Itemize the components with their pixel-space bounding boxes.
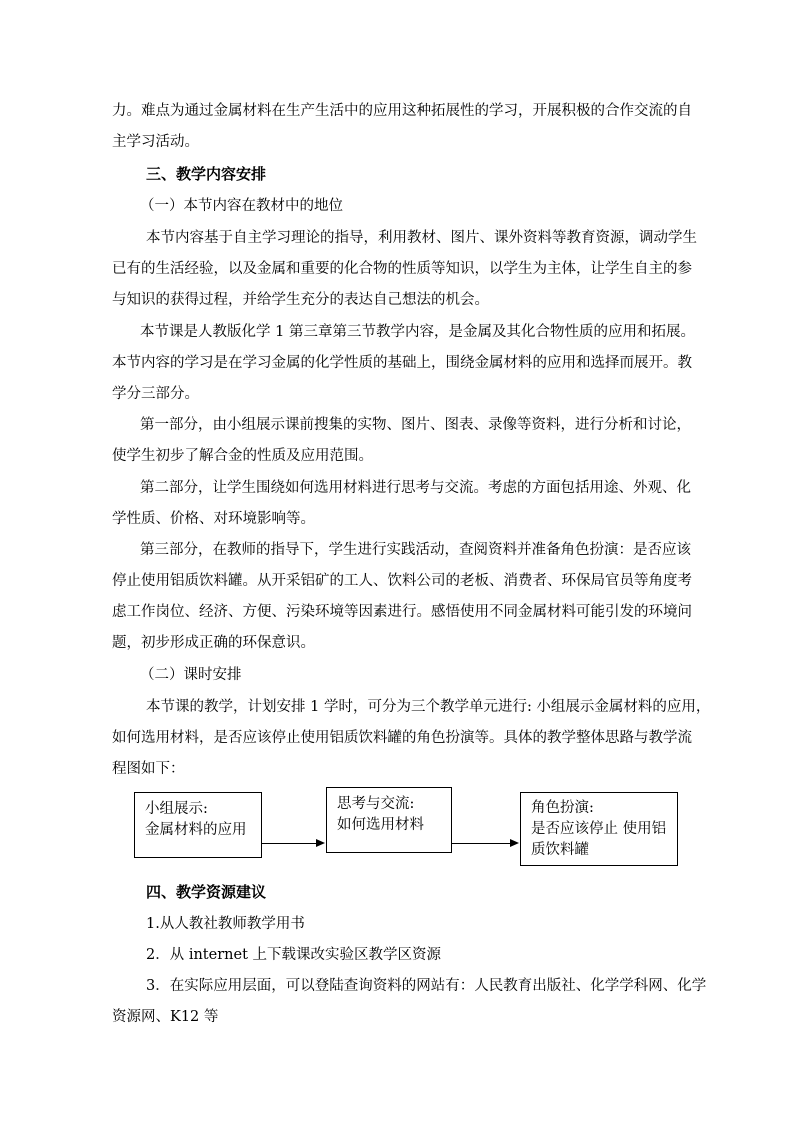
- list-item: 1.从人教社教师教学用书: [146, 916, 305, 932]
- paragraph-line: 本节内容基于自主学习理论的指导，利用教材、图片、课外资料等教育资源，调动学生: [146, 230, 697, 246]
- paragraph-line: 第一部分，由小组展示课前搜集的实物、图片、图表、录像等资料，进行分析和讨论，: [140, 417, 691, 433]
- flow-box-text: 是否应该停止 使用铝: [531, 821, 667, 837]
- flow-box-text: 金属材料的应用: [145, 822, 247, 838]
- flow-box-role-play: [520, 792, 678, 866]
- list-item: 3．在实际应用层面，可以登陆查询资料的网站有：人民教育出版社、化学学科网、化学: [146, 978, 707, 994]
- paragraph-line: 学分三部分。: [112, 386, 199, 402]
- paragraph-line: 使学生初步了解合金的性质及应用范围。: [112, 448, 373, 464]
- paragraph-line: 主学习活动。: [112, 134, 199, 150]
- paragraph-line: 如何选用材料，是否应该停止使用铝质饮料罐的角色扮演等。具体的教学整体思路与教学流: [112, 730, 692, 746]
- paragraph-line: 程图如下：: [112, 761, 185, 777]
- flow-arrow-line: [262, 843, 317, 844]
- flow-box-group-presentation: [134, 792, 262, 858]
- flow-box-discussion: [326, 787, 452, 853]
- flow-box-title: 角色扮演:: [531, 800, 594, 816]
- paragraph-line: 力。难点为通过金属材料在生产生活中的应用这种拓展性的学习，开展积极的合作交流的自: [112, 103, 692, 119]
- flow-arrow-line: [452, 843, 511, 844]
- paragraph-line: 停止使用铝质饮料罐。从开采铝矿的工人、饮料公司的老板、消费者、环保局官员等角度考: [112, 573, 692, 589]
- section-heading: 四、教学资源建议: [146, 883, 267, 901]
- paragraph-line: 虑工作岗位、经济、方便、污染环境等因素进行。感悟使用不同金属材料可能引发的环境问: [112, 604, 692, 620]
- paragraph-line: 学性质、价格、对环境影响等。: [112, 511, 315, 527]
- paragraph-line: 第二部分，让学生围绕如何选用材料进行思考与交流。考虑的方面包括用途、外观、化: [140, 480, 691, 496]
- paragraph-line: 本节课的教学，计划安排 1 学时，可分为三个教学单元进行: 小组展示金属材料的应用，: [146, 699, 711, 715]
- section-heading: 三、教学内容安排: [146, 165, 267, 183]
- flow-box-text: 质饮料罐: [531, 842, 589, 858]
- arrow-right-icon: [316, 839, 325, 847]
- subsection-heading: （二）课时安排: [140, 667, 242, 683]
- paragraph-line: 与知识的获得过程，并给学生充分的表达自己想法的机会。: [112, 292, 489, 308]
- paragraph-line: 本节课是人教版化学 1 第三章第三节教学内容，是金属及其化合物性质的应用和拓展。: [140, 324, 695, 340]
- paragraph-line: 已有的生活经验，以及金属和重要的化合物的性质等知识，以学生为主体，让学生自主的参: [112, 261, 692, 277]
- paragraph-line: 题，初步形成正确的环保意识。: [112, 635, 315, 651]
- flow-box-text: 如何选用材料: [337, 817, 424, 833]
- flow-box-title: 小组展示:: [145, 801, 208, 817]
- list-item: 2．从 internet 上下载课改实验区教学区资源: [146, 947, 442, 963]
- subsection-heading: （一）本节内容在教材中的地位: [140, 198, 343, 214]
- paragraph-line: 本节内容的学习是在学习金属的化学性质的基础上，围绕金属材料的应用和选择而展开。教: [112, 355, 692, 371]
- arrow-right-icon: [510, 839, 519, 847]
- paragraph-line: 第三部分，在教师的指导下，学生进行实践活动，查阅资料并准备角色扮演：是否应该: [140, 542, 691, 558]
- list-item: 资源网、K12 等: [112, 1009, 219, 1025]
- flow-box-title: 思考与交流:: [337, 796, 415, 812]
